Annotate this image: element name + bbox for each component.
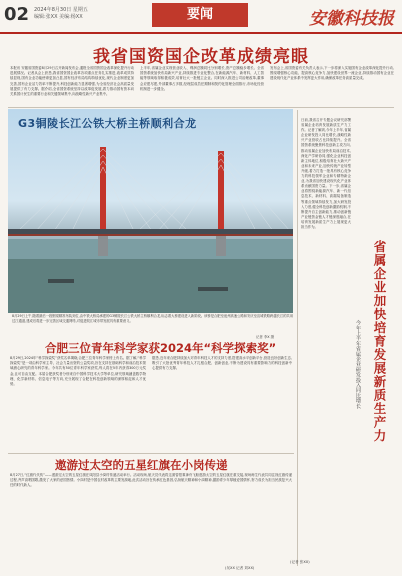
main-article-col2: 上半年,省属企业实现营业收入、利润总额同比分别增长,资产总额稳步增长。全省国资系统加快布局新兴产业,持续推进专业化整合,在新能源汽车、新材料、人工智能等领域取得积极成效,培育壮大一批链主企业。同时深入推进公司治理改革,董事会应建尽建,外部董事占多数,经理层成员任期制和契约化管理全面推行,市场化经营机制进一步健全。 [140,66,264,91]
sidebar-headline: 省属企业加快培育发展新质生产力 [372,240,387,443]
main-article-lead: 本报讯 安徽省国资委8月29日召开新闻发布会,通报全省国资国企改革深化提升行动进展情况。记者从会上获悉,我省国资国企改革各项重点任务扎实推进,改革成效持续显现,国有企业功能使命更加凸显,国有经济布局结构持续优化,现代企业制度更加完善,国有企业活力效率不断提升,科技创新能力显著增强,为全省经济社会高质量发展提供了有力支撑。据介绍,全省国资系统坚持以改革促发展,着力推动国有资本向关系国计民生的重要行业和关键领域集中,向战略性新兴产业集中。 [10,66,134,97]
bridge-photo [8,109,293,313]
story1-headline: 合肥三位青年科学家获2024年“科学探索奖” [45,341,277,355]
story1-text: 8月29日,2024年“科学探索奖”获奖名单揭晓,合肥三位青年科学家榜上有名。据了解,“科学探索奖”是一项由科学家主导、社会力量出资的公益奖项,旨在支持在基础科学和前沿技术领域潜心研究的青年科学家。今年共有50位青年科学家获奖,每人将在5年内获得300万元奖金,且可自由支配。本届合肥获奖者分别来自中国科学技术大学等单位,研究领域涵盖数学物理、化学新材料、信息电子等方向,充分展现了合肥在科技创新领域的深厚积淀和人才优势。 [10,356,146,387]
page-header [0,0,402,34]
sidebar-byline: (记者 张XX) [290,560,310,564]
column-divider [297,110,298,566]
story2-text: 8月27日,“红旗代代传”——遨游过太空的五星红旗在凤阳县小岗村传递活动举行。活动现场,航天员代表将这面曾搭乘神舟飞船遨游太空的五星红旗庄重交接,现场师生代表共同注视红旗传递过程,齐声高唱国歌,激发了大家的爱国热情。小岗村是中国农村改革的主要发源地,此次活动旨在传承红色基因,弘扬航天精神和小岗精神,激励青少年厚植爱国情怀,努力成长为担当民族复兴大任的时代新人。 [10,473,292,488]
photo-title: G3铜陵长江公铁大桥主桥顺利合龙 [18,117,197,130]
story2-byline: (吴XX 记者 刘XX) [225,566,255,570]
sidebar-subtitle: 今年上半年省属企业研发投入同比增长 [355,320,361,409]
divider [8,107,394,108]
divider [8,453,294,454]
bridge-illustration [8,109,293,313]
main-article-col3: 发布会上,省国资委有关负责人表示,下一步将深入实施国有企业改革深化提升行动,围绕增强核心功能、提高核心竞争力,加快建设世界一流企业,持续推动国有企业在建设现代化产业体系中发挥更大作用,确保改革任务高质量完成。 [270,66,394,81]
section-label: 要闻 [152,3,248,27]
photo-credit: 记者 李X 摄 [256,335,275,339]
sidebar-text: 日前,我省召开专题会议研究部署省属企业培育发展新质生产力工作。记者了解到,今年上半年,省属企业研发投入同比增长,战略性新兴产业营收占比持续提升。全省国资系统聚焦科技创新主攻方向,推动省属企业加快布局前沿技术,深化产学研协同,强化企业科技创新主体地位,积极培育壮大新兴产业和未来产业,加快传统产业转型升级,着力打造一批具有核心竞争力的科技领军企业和专精特新企业,为我省加快建设现代化产业体系贡献国资力量。下一步,省属企业将围绕新能源汽车、新一代信息技术、新材料、高端装备制造等重点领域持续发力,加大研发投入力度,健全科技创新激励机制,不断提升自主创新能力,推动创新链产业链资金链人才链深度融合,在培育发展新质生产力上展现更大担当作为。 [301,118,351,229]
editor-line: 编辑:张XX 美编:杨XX [34,14,83,20]
header-meta [34,7,88,21]
main-headline: 我省国资国企改革成绩亮眼 [93,47,309,67]
story2-headline: 遨游过太空的五星红旗在小岗传递 [55,458,228,472]
photo-caption: 8月29日上午,随着最后一段钢梁精准吊装到位,由中铁大桥局承建的G3铜陵长江公铁大桥主桥顺利合龙,标志着大桥建设进入新阶段。该桥是合肥至池州高速公路和安庆至宣城铁路跨越长江的共用过江通道,建成后将进一步完善区域交通网络,对促进皖江城市带发展具有重要意义。 [12,314,294,323]
page-number: 02 [4,4,30,25]
issue-date: 2024年8月30日 星期五 [34,7,88,13]
masthead-logo: 安徽科技报 [309,9,394,29]
story1-text-2: 据悉,近年来合肥持续加大对青年科技人才的支持力度,搭建高水平创新平台,营造良好创新生态,吸引了大批优秀青年科技人才扎根合肥、创新创业,不断为建设具有重要影响力的科技创新中心提供有力支撑。 [152,356,292,371]
